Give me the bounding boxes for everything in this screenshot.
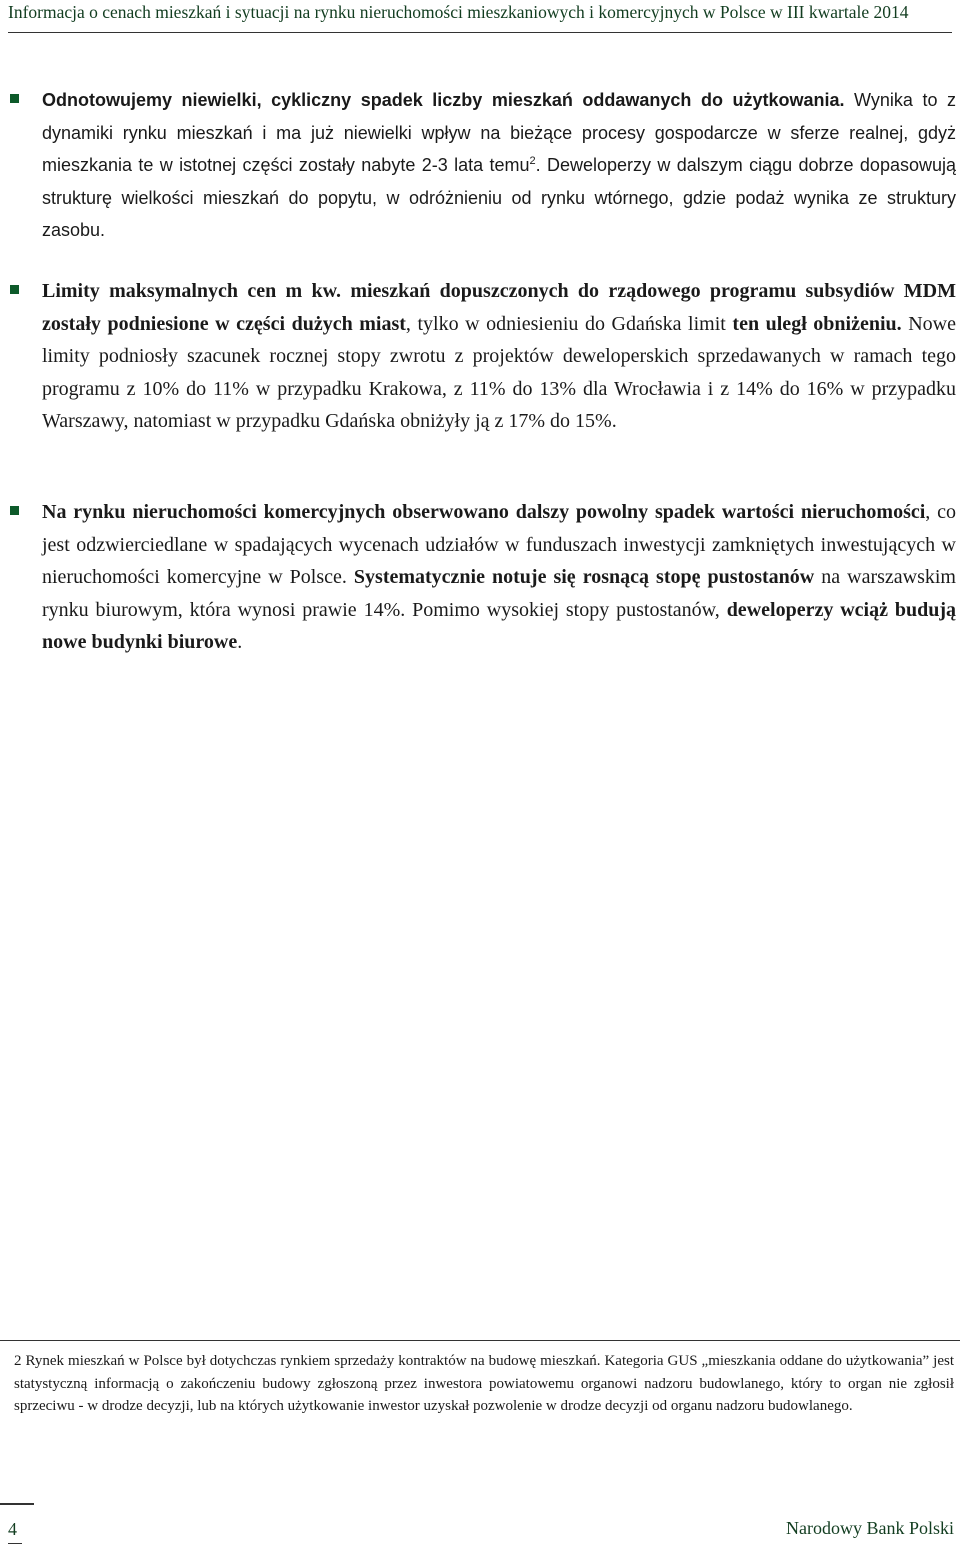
bullet-2-bold-b: ten uległ obniżeniu.	[732, 312, 902, 335]
bullet-2-text-a: , tylko w odniesieniu do Gdańska limit	[405, 312, 733, 335]
bullet-text-2	[42, 275, 956, 438]
footer-divider	[0, 1503, 34, 1505]
footnote-ref: 2	[529, 155, 536, 167]
page-header	[8, 2, 952, 33]
bullet-square-icon	[10, 285, 19, 294]
bullet-1-bold: Odnotowujemy niewielki, cykliczny spadek liczby mieszkań oddawanych do użytkowania.	[42, 90, 845, 110]
bullet-1-text-b: . Deweloperzy w dalszym ciągu dobrze dopasowują strukturę wielkości mieszkań do popytu, w odróżnieniu od rynku wtórnego, gdzie podaż wynika ze struktury zasobu.	[42, 155, 956, 240]
page-number: 4	[8, 1519, 17, 1539]
footnote-divider	[0, 1340, 960, 1341]
bullet-text-3	[42, 496, 956, 659]
bullet-3-text-c: .	[237, 631, 243, 653]
bullet-3-bold-a: Na rynku nieruchomości komercyjnych obserwowano dalszy powolny spadek wartości nieruchomości	[42, 501, 926, 523]
page-number-underline	[8, 1543, 22, 1544]
footnote	[14, 1350, 954, 1418]
bullet-text-1	[42, 84, 956, 247]
bullet-3-text-b: na warszawskim rynku biurowym, która wynosi prawie 14%. Pomimo wysokiej stopy pustostanów,	[42, 566, 956, 621]
bullet-2-text-b: Nowe limity podniosły szacunek rocznej stopy zwrotu z projektów deweloperskich sprzedawanych w ramach tego programu z 10% do 11% w przypadku Krakowa, z 11% do 13% dla Wrocławia i z 14% do 16% w przypadku Warszawy, natomiast w przypadku Gdańska obniżyły ją z 17% do 15%.	[42, 312, 957, 432]
publisher-name: Narodowy Bank Polski	[786, 1518, 954, 1538]
bullet-1-text-a: Wynika to z dynamiki rynku mieszkań i ma już niewielki wpływ na bieżące procesy gospodarcze w sferze realnej, gdyż mieszkania te w istotnej części zostały nabyte 2-3 lata temu	[42, 90, 956, 175]
bullet-3-bold-c: deweloperzy wciąż budują nowe budynki biurowe	[42, 598, 956, 653]
header-title: Informacja o cenach mieszkań i sytuacji na rynku nieruchomości mieszkaniowych i komercyjnych w Polsce w III kwartale 2014	[8, 2, 909, 22]
bullet-square-icon	[10, 94, 19, 103]
bullet-2-bold-a: Limity maksymalnych cen m kw. mieszkań dopuszczonych do rządowego programu subsydiów MDM zostały podniesione w części dużych miast	[42, 280, 956, 335]
footnote-number: 2	[14, 1353, 22, 1369]
footnote-text: Rynek mieszkań w Polsce był dotychczas rynkiem sprzedaży kontraktów na budowę mieszkań. Kategoria GUS „mieszkania oddane do użytkowania” jest statystyczną informacją o zakończeniu budowy zgłoszoną przez inwestora powiatowemu organowi nadzoru budowlanego, który to organ nie zgłosił sprzeciwu - w drodze decyzji, lub na których użytkowanie inwestor uzyskał pozwolenie w drodze decyzji od organu nadzoru budowlanego.	[14, 1353, 954, 1414]
bullet-square-icon	[10, 506, 19, 515]
bullet-3-text-a: , co jest odzwierciedlane w spadających wycenach udziałów w funduszach inwestycji zamkniętych inwestujących w nieruchomości komercyjne w Polsce.	[42, 501, 956, 588]
bullet-3-bold-b: Systematycznie notuje się rosnącą stopę pustostanów	[353, 566, 815, 588]
